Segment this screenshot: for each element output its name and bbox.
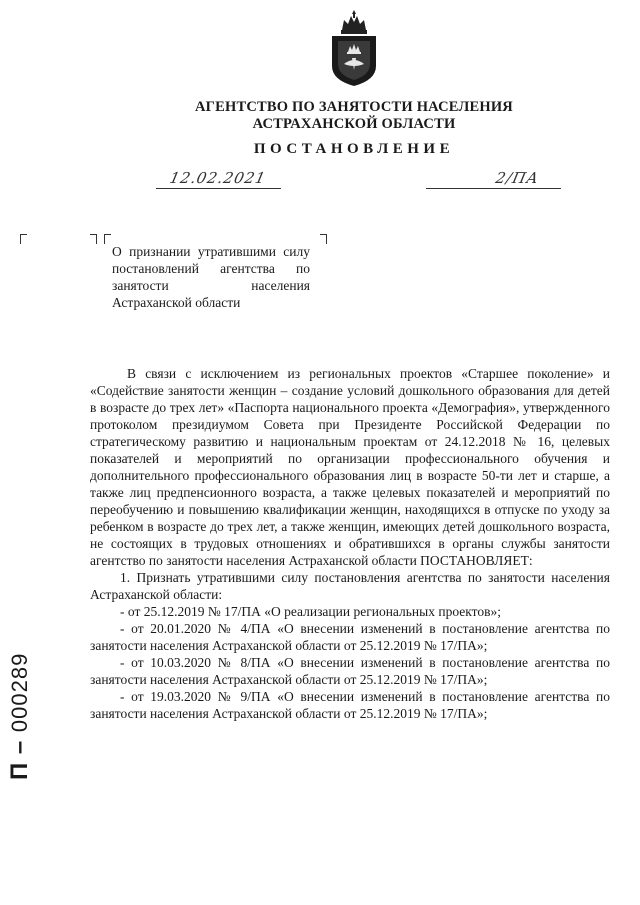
handwritten-date: 12.02.2021 [168, 169, 268, 187]
margin-corner-mark [20, 234, 27, 244]
list-item: - от 19.03.2020 № 9/ПА «О внесении изменений в постановление агентства по занятости населения Астраханской области от 25.12.2019 № 17/ПА»; [90, 689, 610, 721]
subject-corner-mark-left [104, 234, 111, 244]
document-subject: О признании утратившими силу постановлений агентства по занятости населения Астраханской области [112, 244, 310, 310]
document-type-title: ПОСТАНОВЛЕНИЕ [253, 141, 455, 157]
organization-name-line1: АГЕНТСТВО ПО ЗАНЯТОСТИ НАСЕЛЕНИЯ [195, 99, 513, 115]
date-field [156, 168, 281, 189]
registration-stamp-prefix: П – [6, 739, 33, 780]
list-item: - от 10.03.2020 № 8/ПА «О внесении изменений в постановление агентства по занятости населения Астраханской области от 25.12.2019 № 17/ПА»; [90, 655, 610, 687]
organization-name-line2: АСТРАХАНСКОЙ ОБЛАСТИ [252, 116, 456, 132]
number-field [426, 168, 561, 189]
document-body [90, 365, 610, 722]
subject-corner-mark-right [320, 234, 327, 244]
list-item: - от 20.01.2020 № 4/ПА «О внесении изменений в постановление агентства по занятости населения Астраханской области от 25.12.2019 № 17/ПА»; [90, 621, 610, 653]
registration-stamp [6, 653, 34, 780]
item-1-paragraph: 1. Признать утратившими силу постановления агентства по занятости населения Астраханской области: [90, 570, 610, 602]
subject-corner-mark-left-outer [90, 234, 97, 244]
preamble-paragraph: В связи с исключением из региональных проектов «Старшее поколение» и «Содействие занятости женщин – создание условий дошкольного образования для детей в возрасте до трех лет» «Паспорта национального проекта «Демография», утвержденного протоколом президиумом Совета при Президенте Российской Федерации по стратегическому развитию и национальным проектам от 24.12.2018 № 16, целевых показателей и мероприятий по организации профессионального обучения и дополнительного профессионального образования лиц в возрасте 50-ти лет и старше, а также лиц предпенсионного возраста, а также целевых показателей и мероприятий по переобучению и повышению квалификации женщин, находящихся в отпуске по уходу за ребенком в возрасте до трех лет, а также женщин, имеющих детей дошкольного возраста, не состоящих в трудовых отношениях и обратившихся в органы службы занятости агентство по занятости населения Астраханской области ПОСТАНОВЛЯЕТ: [90, 366, 610, 568]
registration-stamp-code: 000289 [7, 652, 32, 733]
handwritten-number: 2/ПА [494, 169, 541, 187]
list-item: - от 25.12.2019 № 17/ПА «О реализации региональных проектов»; [120, 604, 501, 619]
coat-of-arms-icon [326, 8, 382, 88]
